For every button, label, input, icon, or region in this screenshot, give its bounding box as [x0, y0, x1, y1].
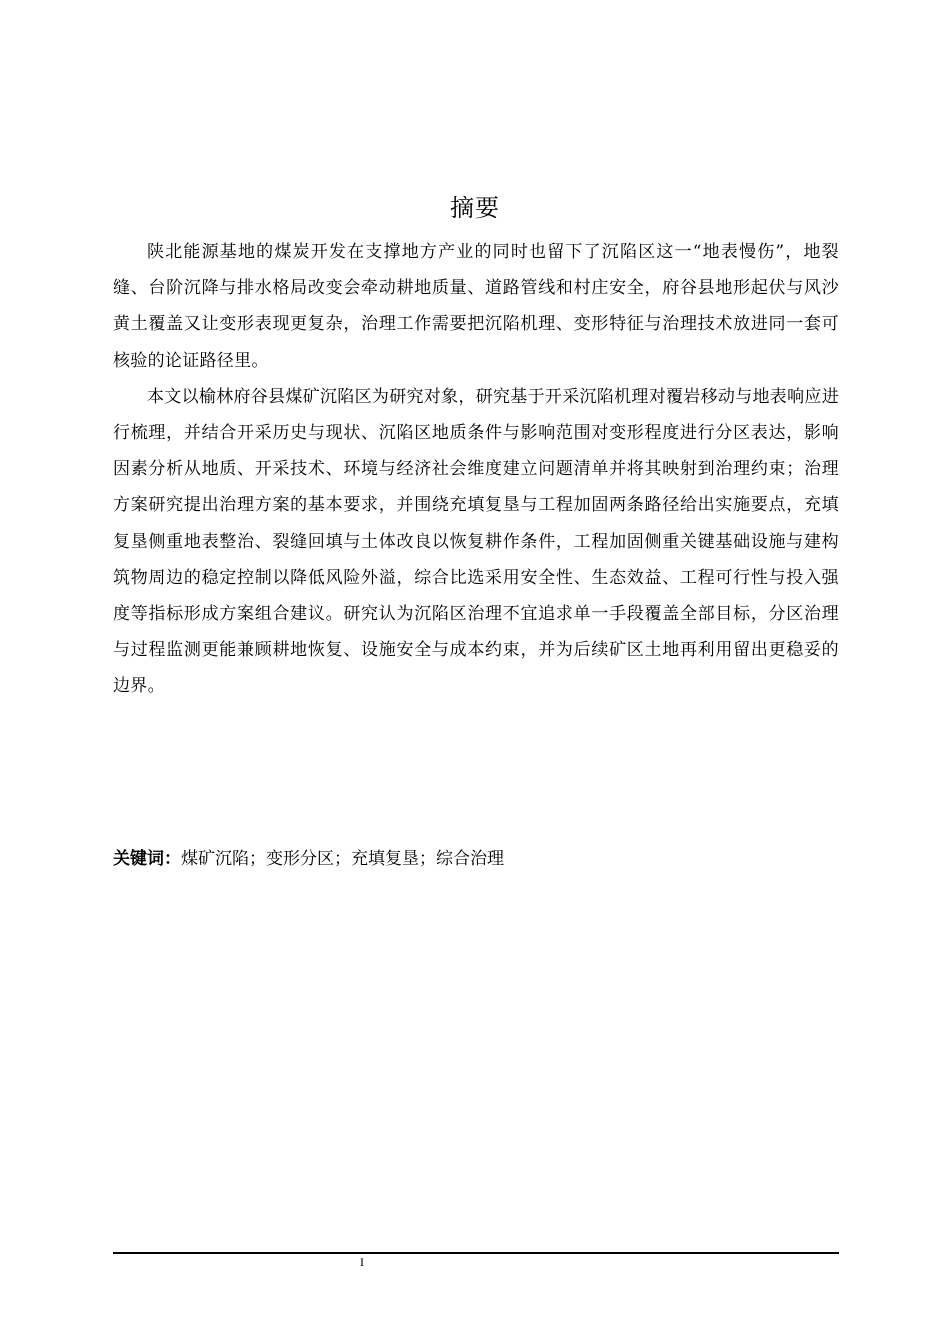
abstract-paragraph-2: 本文以榆林府谷县煤矿沉陷区为研究对象，研究基于开采沉陷机理对覆岩移动与地表响应进行梳理，并结合开采历史与现状、沉陷区地质条件与影响范围对变形程度进行分区表达，影响因素分析从地质、开采技术、环境与经济社会维度建立问题清单并将其映射到治理约束；治理方案研究提出治理方案的基本要求，并围绕充填复垦与工程加固两条路径给出实施要点，充填复垦侧重地表整治、裂缝回填与土体改良以恢复耕作条件，工程加固侧重关键基础设施与建构筑物周边的稳定控制以降低风险外溢，综合比选采用安全性、生态效益、工程可行性与投入强度等指标形成方案组合建议。研究认为沉陷区治理不宜追求单一手段覆盖全部目标，分区治理与过程监测更能兼顾耕地恢复、设施安全与成本约束，并为后续矿区土地再利用留出更稳妥的边界。 [113, 386, 839, 697]
keywords-label: 关键词： [113, 849, 181, 869]
keywords-text: 煤矿沉陷；变形分区；充填复垦；综合治理 [181, 849, 504, 869]
abstract-title: 摘要 [450, 194, 500, 222]
page-number: I [360, 1255, 364, 1269]
footer-rule [113, 1252, 839, 1254]
abstract-paragraph-1: 陕北能源基地的煤炭开发在支撑地方产业的同时也留下了沉陷区这一“地表慢伤”，地裂缝、台阶沉降与排水格局改变会牵动耕地质量、道路管线和村庄安全，府谷县地形起伏与风沙黄土覆盖又让变形表现更复杂，治理工作需要把沉陷机理、变形特征与治理技术放进同一套可核验的论证路径里。 [113, 242, 839, 371]
abstract-body [113, 234, 839, 705]
keywords-line [113, 845, 839, 873]
